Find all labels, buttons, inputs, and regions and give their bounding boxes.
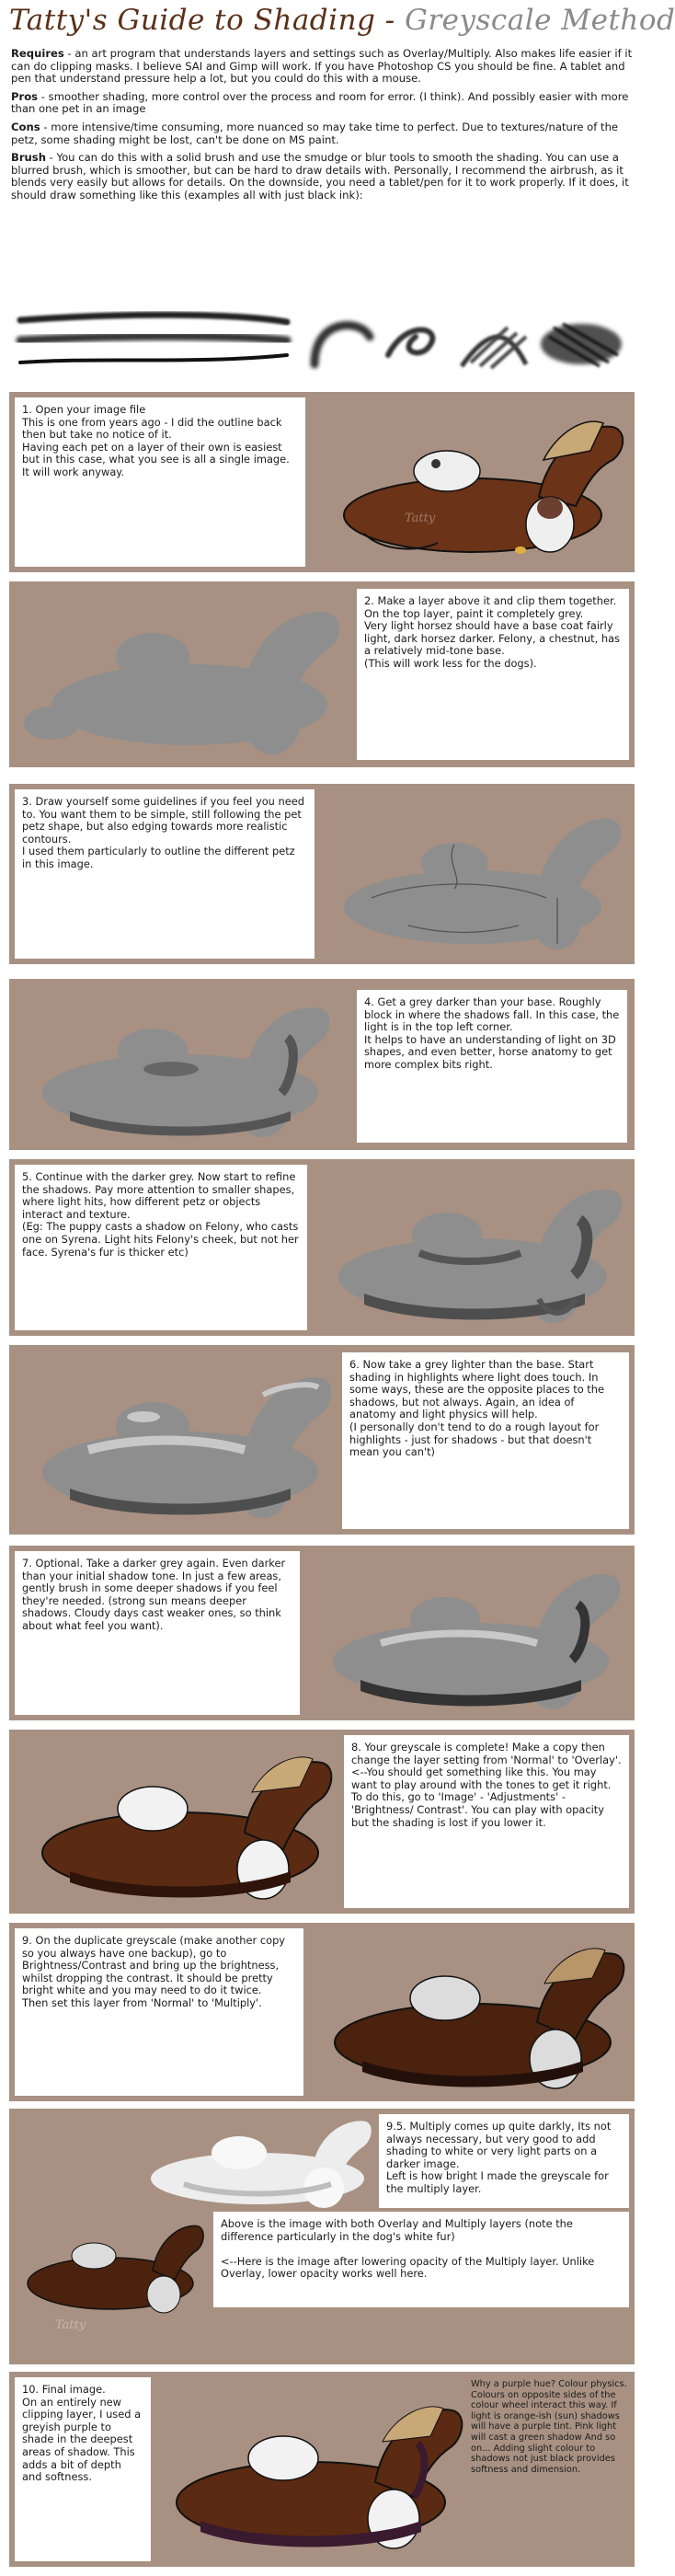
step-2-text-box (357, 589, 629, 760)
step-9-text-box (15, 1928, 303, 2096)
step-9-5-note-box (213, 2212, 629, 2307)
brush-stroke-examples (11, 309, 633, 381)
step-9-5-note: Above is the image with both Overlay and Multiply layers (note the difference particularly in the dog's white fur) <--Here is the image after lowering opacity of the Multiply layer. Unlike Overlay, lower opacity works well here. (221, 2217, 595, 2281)
step-3-text: 3. Draw yourself some guidelines if you feel you need to. You want them to be simple, still following the pet petz shape, but also edging towards more realistic contours. I used them particularly to outline the different petz in this image. (22, 795, 304, 870)
requires-label: Requires (11, 47, 64, 60)
intro-text (11, 48, 633, 208)
step-1-text: 1. Open your image file This is one from years ago - I did the outline back then but take no notice of it. Having each pet on a layer of their own is easiest but in this case, what you see is all a single image. It will work anyway. (22, 403, 290, 478)
page-title (9, 4, 675, 37)
step-8-text-box (344, 1735, 629, 1908)
title-subtitle: Greyscale Method (405, 4, 675, 37)
step-8-image (15, 1733, 340, 1912)
step-9-image (307, 1925, 633, 2099)
step-10-text: 10. Final image. On an entirely new clipping layer, I used a greyish purple to shade in the deepest areas of shadow. This adds a bit of depth and softness. (22, 2383, 142, 2484)
step-1-text-box (15, 397, 305, 567)
brush-text: - You can do this with a solid brush and use the smudge or blur tools to smooth the shading. You can use a blurred brush, which is smoother, but can be hard to draw details with. Personally, I recommend the airbrush, as it blends very easily but allows for details. On the downside, you need a tablet/pen for it to work properly. If it does, it should draw something like this (examples all with just black ink): (11, 151, 629, 201)
title-main: Tatty's Guide to Shading - (9, 4, 406, 37)
step-4-text: 4. Get a grey darker than your base. Roughly block in where the shadows fall. In this case, the light is in the top left corner. It helps to have an understanding of light on 3D shapes, and even better, horse anatomy to get more complex bits right. (364, 995, 620, 1071)
step-7-text: 7. Optional. Take a darker grey again. Even darker than your initial shadow tone. In just a few areas, gently brush in some deeper shadows if you feel they're needed. (strong sun means deeper shadows. Cloudy days cast weaker ones, so think about what feel you want). (22, 1557, 286, 1632)
step-9-5-text: 9.5. Multiply comes up quite darkly, Its not always necessary, but very good to add shading to white or very light parts on a darker image. Left is how bright I made the greyscale for the multiply layer. (386, 2120, 612, 2195)
step-9-5-text-box (379, 2114, 629, 2208)
step-6-text-box (342, 1352, 629, 1529)
step-2-image (15, 585, 355, 765)
step-5-text-box (15, 1165, 307, 1330)
step-5-text: 5. Continue with the darker grey. Now start to refine the shadows. Pay more attention to smaller shapes, where light hits, how different petz or objects interact and texture. (Eg: The puppy casts a shadow on Felony, who casts one on Syrena. Light hits Felony's cheek, but not her face. Syrena's fur is thicker etc) (22, 1170, 299, 1259)
step-10-text-box (15, 2377, 151, 2561)
step-6-image (15, 1349, 338, 1533)
step-3-image (316, 788, 633, 962)
pros-label: Pros (11, 89, 39, 103)
requires-text: - an art program that understands layers and settings such as Overlay/Multiply. Also makes life easier if it can do clipping masks. I believe SAI and Gimp will work. If you have Photoshop CS you should be fine. A tablet and pen that understand pressure help a lot, but you could do this with a mouse. (11, 47, 633, 86)
step-10-final-image (153, 2379, 469, 2563)
step-9-5-combined-image (15, 2210, 208, 2318)
pros-text: - smoother shading, more control over the process and room for error. (I think). And possibly easier with more than one pet in an image (11, 89, 629, 116)
pros-paragraph (11, 91, 633, 116)
cons-text: - more intensive/time consuming, more nuanced so may take time to perfect. Due to textures/nature of the petz, some shading might be lost, can't be done on MS paint. (11, 120, 619, 146)
step-5-image (309, 1161, 633, 1334)
watermark: Tatty (55, 2318, 86, 2332)
step-4-text-box (357, 990, 627, 1143)
watermark: Tatty (405, 512, 436, 525)
step-3-text-box (15, 789, 315, 959)
step-6-text: 6. Now take a grey lighter than the base. Start shading in highlights where light does touch. In some ways, these are the opposite places to the shadows, but not always. Again, an idea of anatomy and light physics will help. (I personally don't tend to do a rough layout for highlights - just for shadows - but that doesn't mean you can't) (349, 1358, 604, 1459)
step-2-text: 2. Make a layer above it and clip them together. On the top layer, paint it completely grey. Very light horsez should have a base coat fairly light, dark horsez darker. Felony, a chestnut, has a relatively mid-tone base. (This will work less for the dogs). (364, 594, 621, 670)
step-4-image (15, 983, 338, 1148)
cons-paragraph (11, 121, 633, 146)
step-9-5-multiply-image (129, 2109, 377, 2210)
step-7-text-box (15, 1551, 300, 1715)
step-1-image (309, 396, 633, 570)
requires-paragraph (11, 48, 633, 86)
step-8-text: 8. Your greyscale is complete! Make a copy then change the layer setting from 'Normal' to 'Overlay'. <--You should get something like this. You may want to play around with the tones to get it right. To do this, go to 'Image' - 'Adjustments' - 'Brightness/ Contrast'. You can play with opacity but the shading is lost if you lower it. (351, 1741, 622, 1829)
cons-label: Cons (11, 120, 40, 133)
brush-label: Brush (11, 151, 46, 165)
step-9-text: 9. On the duplicate greyscale (make another copy so you always have one backup), go to Brightness/Contrast and bring up the brightness, whilst dropping the contrast. It should be pretty bright white and you may need to do it twice. Then set this layer from 'Normal' to 'Multiply'. (22, 1934, 286, 2009)
brush-paragraph (11, 152, 633, 201)
step-10-colour-note: Why a purple hue? Colour physics. Colours on opposite sides of the colour wheel interact this way. If light is orange-ish (sun) shadows will have a purple tint. Pink light will cast a green shadow And so on... Adding slight colour to shadows not just black provides softness and dimension. (471, 2379, 627, 2475)
step-7-image (303, 1547, 633, 1719)
